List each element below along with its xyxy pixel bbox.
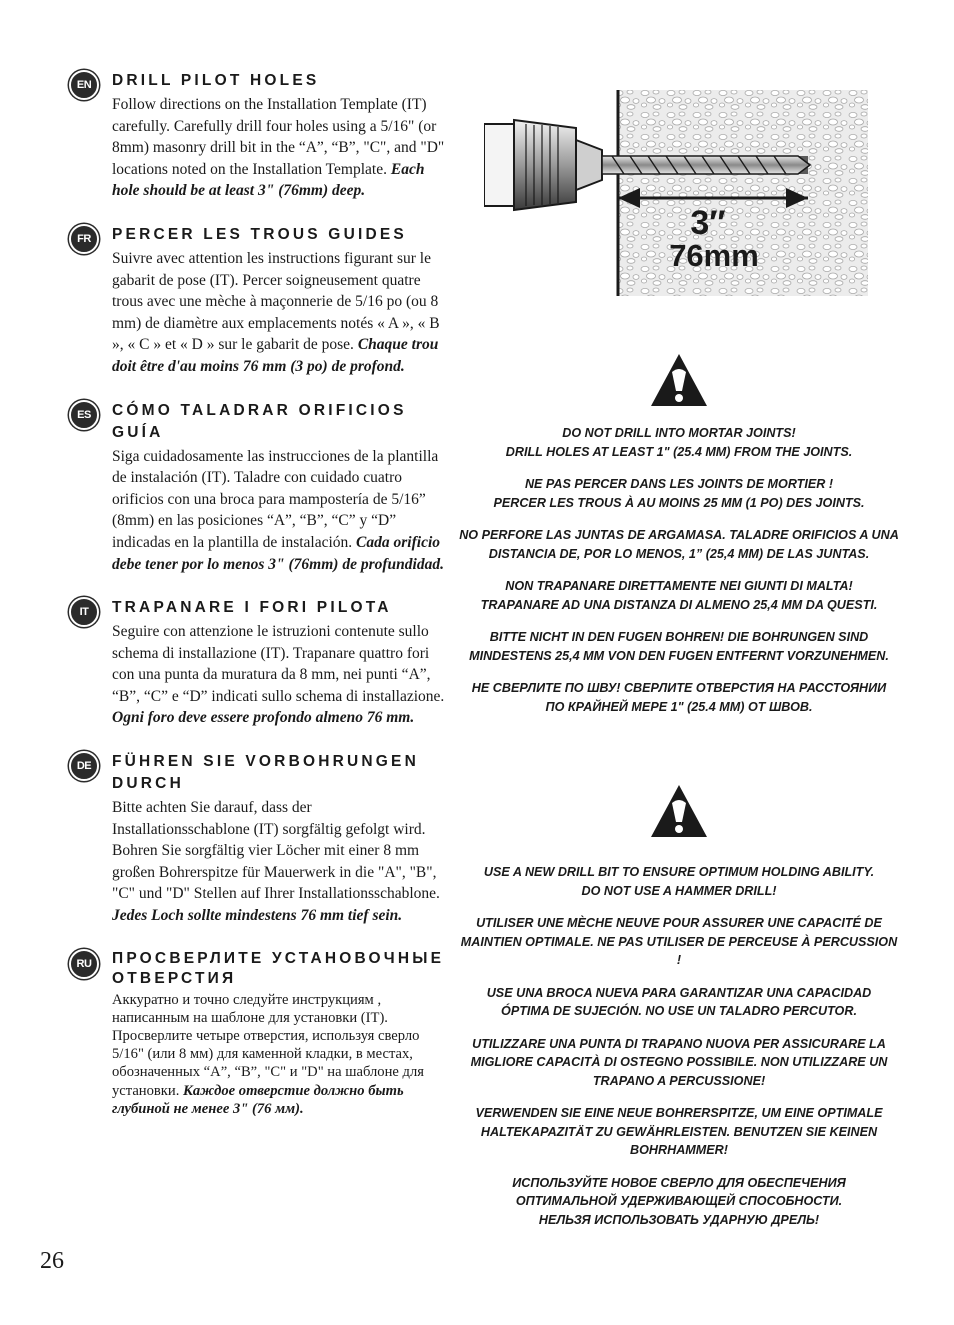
lang-badge-de-icon: DE	[69, 751, 99, 781]
body-emphasis: Jedes Loch sollte mindestens 76 mm tief sein.	[112, 907, 403, 925]
section-title: CÓMO TALADRAR ORIFICIOS GUÍA	[112, 401, 407, 441]
warning-text: NO PERFORE LAS JUNTAS DE ARGAMASA. TALADRE ORIFICIOS A UNA DISTANCIA DE, POR LO MENOS, 1” (25,4 MM) DE LAS JUNTAS.	[459, 528, 899, 561]
warning-text: DO NOT DRILL INTO MORTAR JOINTS! DRILL HOLES AT LEAST 1" (25.4 MM) FROM THE JOINTS.	[505, 426, 853, 459]
section-body	[112, 991, 452, 1118]
warning-drill-block	[458, 783, 900, 1243]
body-text: Follow directions on the Installation Template (IT) carefully. Carefully drill four holes using a 5/16" (or 8mm) masonry drill bit in the “A”, “B”, "C", and "D" locations noted on the Installation Template.	[112, 96, 445, 178]
warning-text: NON TRAPANARE DIRETTAMENTE NEI GIUNTI DI MALTA! TRAPANARE AD UNA DISTANZA DI ALMENO 25,4 MM DA QUESTI.	[480, 579, 878, 612]
drill-depth-illustration	[484, 88, 870, 298]
depth-mm-label: 76mm	[669, 238, 759, 273]
lang-badge-es-icon: ES	[69, 400, 99, 430]
section-title: ПРОСВЕРЛИТЕ УСТАНОВОЧНЫЕ ОТВЕРСТИЯ	[112, 949, 445, 987]
body-text: Аккуратно и точно следуйте инструкциям , написанным на шаблоне для установки (IT). Просверлите четыре отверстия, используя сверло 5/16" (или 8 мм) для каменной кладки, в местах, обозначенных “A”, “B”, "C" и "D" на шаблоне для установки.	[112, 991, 424, 1099]
body-emphasis: Cada orificio debe tener por lo menos 3" (76mm) de profundidad.	[112, 533, 444, 573]
body-text: Seguire con attenzione le istruzioni contenute sullo schema di installazione (IT). Trapanare quattro fori con una punta da muratura da 8 mm, nei punti “A”, “B”, “C” e “D” indicati sullo schema di installazione.	[112, 623, 445, 705]
warning-text: VERWENDEN SIE EINE NEUE BOHRERSPITZE, UM EINE OPTIMALE HALTEKAPAZITÄT ZU GEWÄHRLEISTEN. BENUTZEN SIE KEINEN BOHRHAMMER!	[475, 1106, 883, 1157]
warning-text: BITTE NICHT IN DEN FUGEN BOHREN! DIE BOHRUNGEN SIND MINDESTENS 25,4 MM VON DEN FUGEN ENTFERNT VORZUNEHMEN.	[469, 630, 889, 663]
body-text: Suivre avec attention les instructions figurant sur le gabarit de pose (IT). Percer soigneusement quatre trous avec une mèche à maçonnerie de 5/16 po (ou 8 mm) de diamètre aux emplacements notés « A », « B », « C » et « D » sur le gabarit de pose.	[112, 249, 440, 354]
warning-triangle-icon	[649, 352, 709, 408]
warning-text: NE PAS PERCER DANS LES JOINTS DE MORTIER ! PERCER LES TROUS À AU MOINS 25 MM (1 PO) DES JOINTS.	[493, 477, 865, 510]
body-text: Siga cuidadosamente las instrucciones de la plantilla de instalación (IT). Taladre con cuidado cuatro orificios con una broca para mampostería de 5/16” (8mm) en las posiciones “A”, “B”, “C” y “D” indicadas en la plantilla de instalación.	[112, 447, 439, 551]
section-title: TRAPANARE I FORI PILOTA	[112, 599, 392, 617]
warning-mortar-block	[458, 352, 900, 730]
warning-triangle-icon	[649, 783, 709, 839]
lang-badge-ru-icon: RU	[69, 949, 99, 979]
section-de	[68, 751, 452, 927]
lang-badge-en-icon: EN	[69, 70, 99, 100]
drill-chuck	[514, 120, 576, 210]
warning-text: UTILISER UNE MÈCHE NEUVE POUR ASSURER UNE CAPACITÉ DE MAINTIEN OPTIMALE. NE PAS UTILISER DE PERCEUSE À PERCUSSION !	[460, 916, 898, 967]
body-emphasis: Chaque trou doit être d'au moins 76 mm (3 po) de profond.	[112, 336, 439, 375]
section-it	[68, 597, 452, 729]
section-body	[112, 248, 452, 378]
warning-text: USE A NEW DRILL BIT TO ENSURE OPTIMUM HOLDING ABILITY. DO NOT USE A HAMMER DRILL!	[483, 865, 875, 898]
depth-inches-label: 3″	[690, 204, 726, 242]
warning-text: USE UNA BROCA NUEVA PARA GARANTIZAR UNA CAPACIDAD ÓPTIMA DE SUJECIÓN. NO USE UN TALADRO PERCUTOR.	[486, 985, 872, 1018]
section-en	[68, 70, 452, 202]
instructions-column	[68, 70, 452, 1140]
section-ru	[68, 949, 452, 1118]
section-es	[68, 400, 452, 576]
section-title: DRILL PILOT HOLES	[112, 72, 320, 89]
section-title: FÜHREN SIE VORBOHRUNGEN DURCH	[112, 753, 419, 793]
lang-badge-it-icon: IT	[69, 597, 99, 627]
lang-badge-fr-icon: FR	[69, 224, 99, 254]
section-fr	[68, 224, 452, 378]
warning-text: ИСПОЛЬЗУЙТЕ НОВОЕ СВЕРЛО ДЛЯ ОБЕСПЕЧЕНИЯ ОПТИМАЛЬНОЙ УДЕРЖИВАЮЩЕЙ СПОСОБНОСТИ. НЕЛЬЗЯ ИСПОЛЬЗОВАТЬ УДАРНУЮ ДРЕЛЬ!	[512, 1175, 846, 1227]
body-emphasis: Each hole should be at least 3" (76mm) deep.	[112, 160, 425, 200]
section-body	[112, 797, 452, 927]
section-body	[112, 94, 452, 202]
section-body	[112, 621, 452, 729]
warning-text: UTILIZZARE UNA PUNTA DI TRAPANO NUOVA PER ASSICURARE LA MIGLIORE CAPACITÀ DI OSTEGNO POSSIBILE. NON UTILIZZARE UN TRAPANO A PERCUSSIONE!	[470, 1036, 888, 1088]
body-emphasis: Каждое отверстие должно быть глубиной не менее 3" (76 мм).	[112, 1082, 404, 1117]
drill-illustration-graphic	[484, 88, 870, 298]
body-emphasis: Ogni foro deve essere profondo almeno 76 mm.	[112, 709, 415, 727]
warning-text: НЕ СВЕРЛИТЕ ПО ШВУ! СВЕРЛИТЕ ОТВЕРСТИЯ НА РАССТОЯНИИ ПО КРАЙНЕЙ МЕРЕ 1" (25.4 ММ) ОТ ШВОВ.	[471, 681, 887, 714]
page-number: 26	[40, 1248, 64, 1274]
body-text: Bitte achten Sie darauf, dass der Installationsschablone (IT) sorgfältig gefolgt wird. Bohren Sie sorgfältig vier Löcher mit einer 8 mm großen Bohrerspitze für Mauerwerk in die "A", "B", "C" und "D" Stellen auf Ihrer Installationsschablone.	[112, 799, 440, 903]
section-body	[112, 446, 452, 576]
warning-drill-list	[458, 863, 900, 1229]
section-title: PERCER LES TROUS GUIDES	[112, 225, 407, 243]
warning-mortar-list	[458, 424, 900, 716]
drill-bit	[602, 156, 810, 174]
